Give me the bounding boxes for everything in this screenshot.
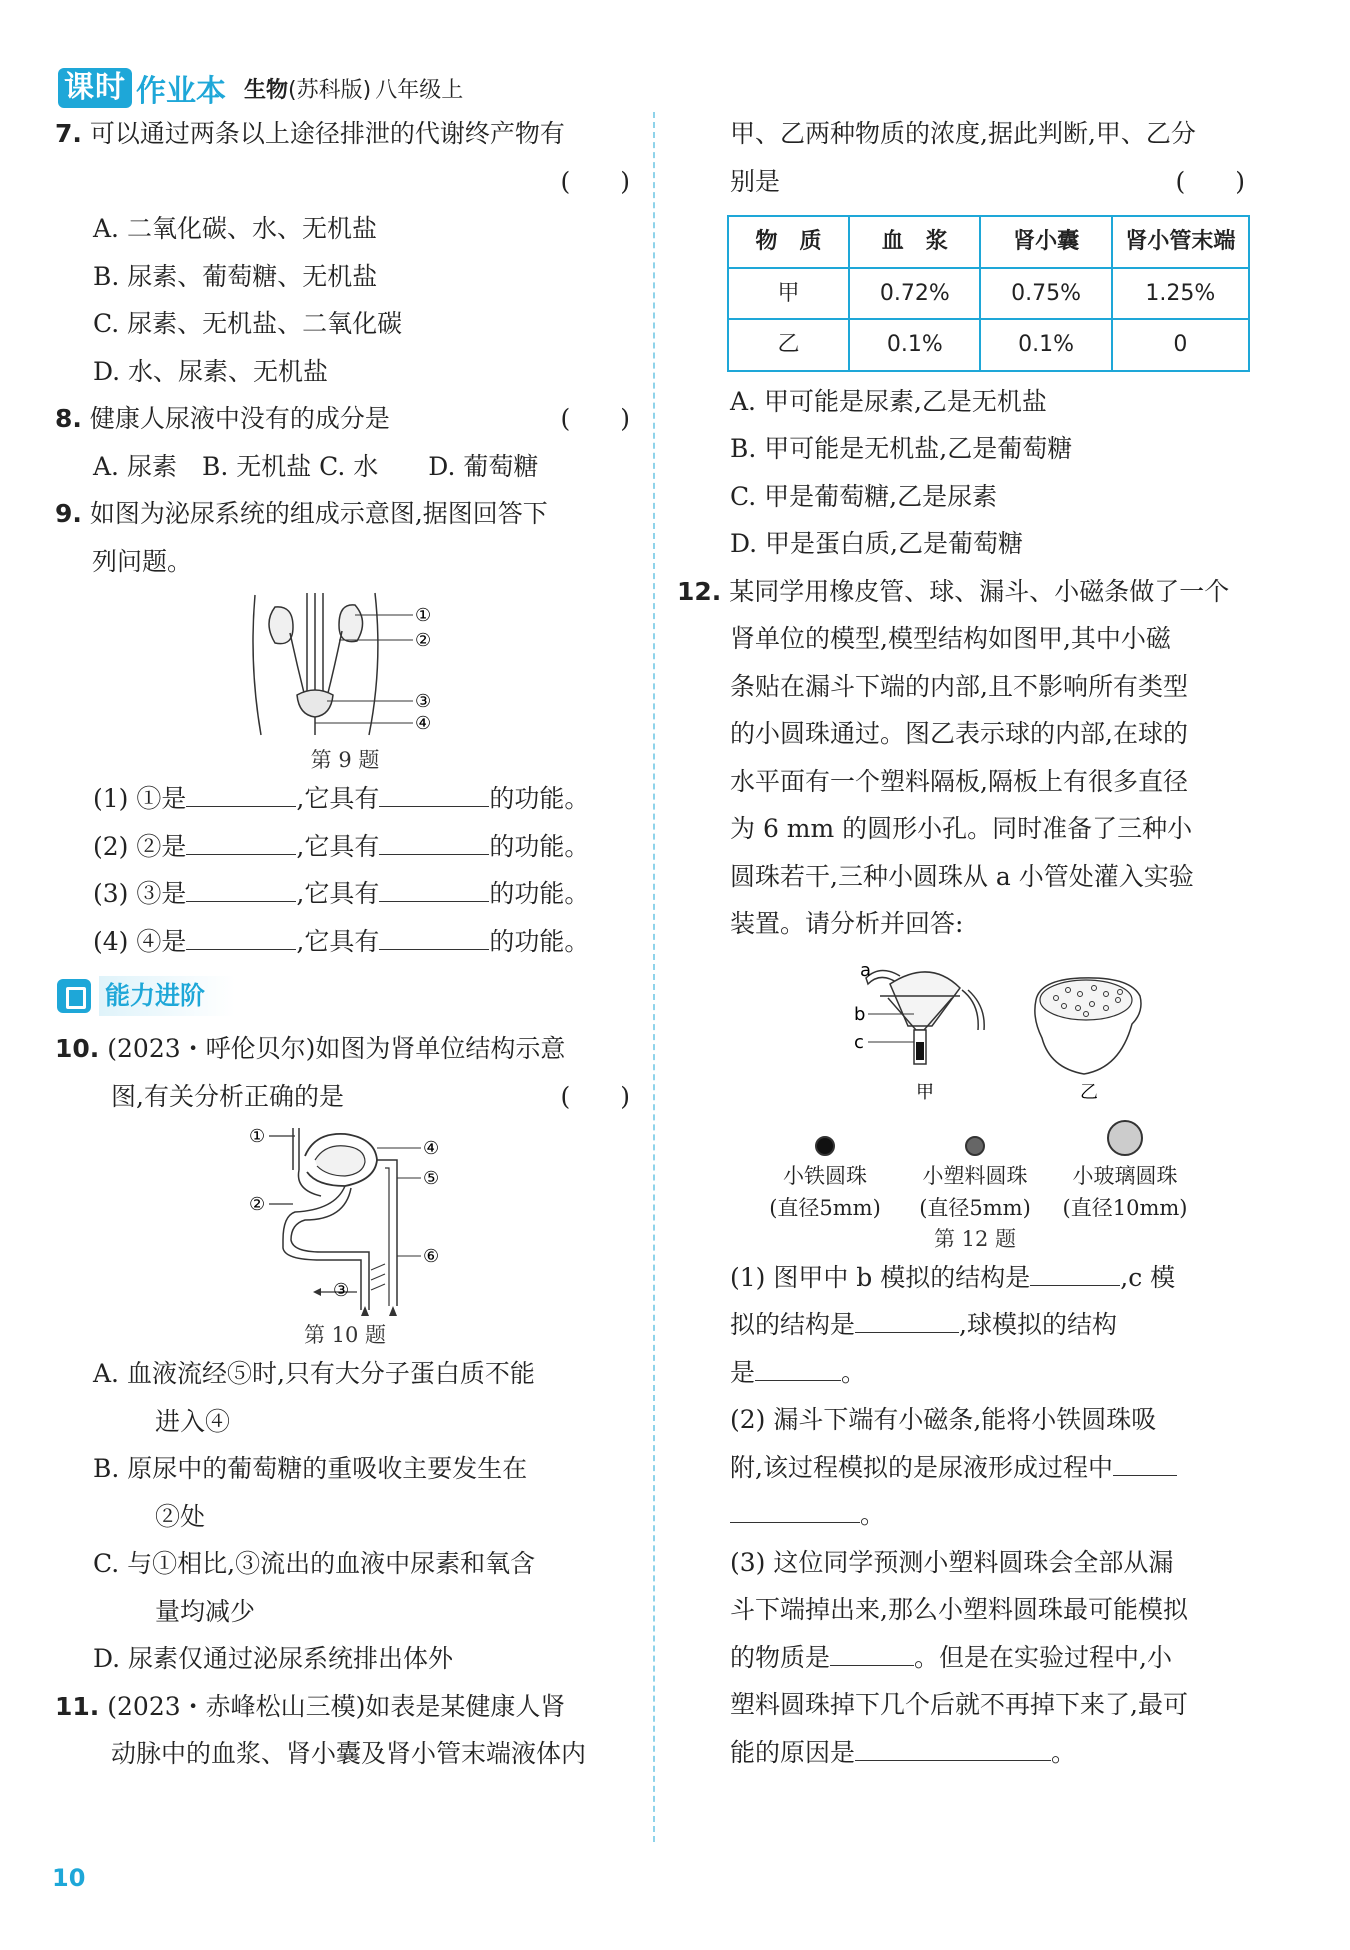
q9-sub-3-mid: ,它具有 — [296, 879, 380, 908]
q10-stem-1 — [55, 1025, 635, 1073]
bead-iron-icon — [815, 1136, 835, 1156]
q9-sub-4-blank-a[interactable] — [186, 921, 296, 950]
q12-figure — [730, 948, 1250, 1128]
q12-s1-blank-1[interactable] — [1030, 1257, 1120, 1286]
q12-s3-text-4: 。 — [1051, 1737, 1077, 1767]
q9-sub-2-blank-a[interactable] — [186, 826, 296, 855]
left-column — [55, 110, 635, 1778]
q10-option-c-2: 量均减少 — [155, 1596, 256, 1626]
bead-plastic-size: (直径5mm) — [919, 1195, 1031, 1220]
subject-title: 生物 — [244, 77, 289, 103]
q12-label-yi: 乙 — [1080, 1081, 1098, 1103]
q7-stem-text: 可以通过两条以上途径排泄的代谢终产物有 — [89, 119, 565, 148]
logo-box: 课时 — [58, 68, 132, 108]
edition-label: (苏科版) — [288, 77, 372, 103]
bead-plastic-name: 小塑料圆珠 — [922, 1163, 1028, 1188]
q9-sub-1 — [55, 775, 635, 823]
q9-sub-1-blank-a[interactable] — [186, 778, 296, 807]
q7-option-d: D. 水、尿素、无机盐 — [93, 356, 329, 386]
q10-figure — [55, 1120, 635, 1350]
q11-option-b: B. 甲可能是无机盐,乙是葡萄糖 — [730, 434, 1073, 463]
q11-th-substance: 物 质 — [728, 216, 849, 268]
q11-cell-yi-tubule: 0 — [1112, 319, 1249, 371]
q11-stem-3: 甲、乙两种物质的浓度,据此判断,甲、乙分 — [730, 119, 1196, 148]
q12-s1-text-5: 是 — [730, 1357, 756, 1387]
q11-table — [727, 215, 1250, 372]
q9-sub-2-pre: (2) ②是 — [93, 831, 187, 861]
bead-plastic-icon — [965, 1136, 985, 1156]
column-divider — [653, 112, 655, 1842]
q10-label-2: ② — [249, 1194, 266, 1215]
q9-sub-1-blank-b[interactable] — [379, 778, 489, 807]
grade-label: 八年级上 — [375, 77, 464, 103]
q9-sub-2-post: 的功能。 — [489, 831, 590, 861]
q9-sub-3-post: 的功能。 — [489, 879, 590, 908]
table-row — [728, 268, 1249, 320]
q12-s1-line-3 — [700, 1349, 1250, 1397]
q12-s1-line-1 — [700, 1254, 1250, 1302]
q11-cell-yi-capsule: 0.1% — [980, 319, 1111, 371]
q12-stem-5: 水平面有一个塑料隔板,隔板上有很多直径 — [730, 766, 1188, 796]
q12-s1-text-1: (1) 图甲中 b 模拟的结构是 — [730, 1262, 1031, 1292]
right-column — [677, 110, 1250, 1776]
q11-stem-text-1: (2023・赤峰松山三模)如表是某健康人肾 — [107, 1691, 566, 1721]
brand-logo — [58, 68, 226, 108]
q9-label-1: ① — [415, 605, 432, 626]
q10-answer-paren: ( ) — [560, 1081, 630, 1111]
q12-beads — [700, 1136, 1250, 1224]
q9-stem-1 — [55, 490, 635, 538]
section-header — [57, 973, 635, 1019]
q12-s3-line-2: 斗下端掉出来,那么小塑料圆珠最可能模拟 — [730, 1595, 1188, 1624]
q11-option-d: D. 甲是蛋白质,乙是葡萄糖 — [730, 529, 1023, 558]
q10-stem-2 — [55, 1073, 635, 1121]
q12-label-jia: 甲 — [916, 1081, 934, 1103]
q8-stem — [55, 395, 635, 443]
q10-stem-text-1: (2023・呼伦贝尔)如图为肾单位结构示意 — [107, 1034, 566, 1063]
q9-sub-4-post: 的功能。 — [489, 926, 590, 956]
q7-option-c: C. 尿素、无机盐、二氧化碳 — [93, 309, 403, 338]
q11-cell-jia-capsule: 0.75% — [980, 268, 1111, 320]
q9-stem-text-1: 如图为泌尿系统的组成示意图,据图回答下 — [89, 499, 548, 528]
q10-option-d: D. 尿素仅通过泌尿系统排出体外 — [93, 1644, 454, 1673]
q11-cell-jia-tubule: 1.25% — [1112, 268, 1249, 320]
q12-number: 12. — [677, 576, 722, 606]
q11-cell-yi: 乙 — [728, 319, 849, 371]
q12-stem-4: 的小圆珠通过。图乙表示球的内部,在球的 — [730, 719, 1188, 748]
q12-s3-text-1: 的物质是 — [730, 1642, 831, 1672]
bead-iron-name: 小铁圆珠 — [783, 1163, 867, 1188]
q12-s3-line-5 — [700, 1729, 1250, 1777]
q9-sub-3-pre: (3) ③是 — [93, 879, 187, 908]
q9-sub-4-mid: ,它具有 — [296, 926, 380, 956]
section-title: 能力进阶 — [99, 976, 235, 1016]
q12-s1-text-6: 。 — [841, 1357, 867, 1387]
q11-option-a: A. 甲可能是尿素,乙是无机盐 — [730, 386, 1047, 416]
q12-s1-text-3: 拟的结构是 — [730, 1310, 856, 1339]
q12-s1-blank-2[interactable] — [855, 1304, 959, 1333]
q9-sub-3-blank-a[interactable] — [186, 873, 296, 902]
q11-answer-paren: ( ) — [1175, 166, 1245, 196]
q8-number: 8. — [55, 404, 82, 433]
q9-sub-4-pre: (4) ④是 — [93, 926, 187, 956]
q9-sub-4-blank-b[interactable] — [379, 921, 489, 950]
q11-th-tubule-end: 肾小管末端 — [1112, 216, 1249, 268]
q12-s1-blank-3[interactable] — [755, 1352, 841, 1381]
bead-plastic — [900, 1136, 1050, 1224]
q8-answer-paren: ( ) — [560, 404, 630, 433]
bead-glass-size: (直径10mm) — [1062, 1195, 1188, 1220]
q12-stem-8: 装置。请分析并回答: — [730, 909, 964, 938]
q9-sub-3 — [55, 870, 635, 918]
q11-stem-text-4: 别是 — [730, 166, 781, 196]
q9-label-4: ④ — [415, 713, 432, 734]
page-header — [58, 66, 463, 110]
q12-s2-line-3 — [700, 1491, 1250, 1539]
q12-s2-text-end: 。 — [860, 1500, 886, 1529]
q7-stem — [55, 110, 635, 158]
q12-s3-line-4: 塑料圆珠掉下几个后就不再掉下来了,最可 — [730, 1690, 1188, 1719]
q11-th-capsule: 肾小囊 — [980, 216, 1111, 268]
q12-s3-line-1: (3) 这位同学预测小塑料圆珠会全部从漏 — [730, 1547, 1174, 1577]
q9-label-3: ③ — [415, 691, 432, 712]
bead-iron-size: (直径5mm) — [769, 1195, 881, 1220]
q11-cell-jia-plasma: 0.72% — [849, 268, 980, 320]
bead-glass-icon — [1107, 1120, 1143, 1156]
q11-cell-jia: 甲 — [728, 268, 849, 320]
q12-stem-2: 肾单位的模型,模型结构如图甲,其中小磁 — [730, 624, 1171, 653]
q10-option-b-2: ②处 — [155, 1501, 206, 1531]
q7-paren-line — [55, 158, 635, 206]
q9-number: 9. — [55, 499, 82, 528]
q10-stem-text-2: 图,有关分析正确的是 — [111, 1081, 344, 1111]
nephron-diagram — [225, 1120, 465, 1320]
q10-caption: 第 10 题 — [303, 1323, 387, 1347]
pencil-icon — [57, 979, 91, 1013]
q9-stem-2: 列问题。 — [92, 546, 193, 576]
q9-sub-2-mid: ,它具有 — [296, 831, 380, 861]
q12-stem-3: 条贴在漏斗下端的内部,且不影响所有类型 — [730, 671, 1188, 701]
q12-s1-text-4: ,球模拟的结构 — [959, 1310, 1117, 1339]
q11-th-plasma: 血 浆 — [849, 216, 980, 268]
q12-s2-text: 附,该过程模拟的是尿液形成过程中 — [730, 1452, 1113, 1482]
q10-option-b-1: B. 原尿中的葡萄糖的重吸收主要发生在 — [93, 1454, 528, 1483]
q9-sub-1-mid: ,它具有 — [296, 784, 380, 813]
q12-label-a: a — [860, 959, 872, 981]
q9-sub-3-blank-b[interactable] — [379, 873, 489, 902]
q9-sub-1-post: 的功能。 — [489, 784, 590, 813]
q12-label-b: b — [854, 1003, 866, 1025]
q12-s2-blank-1[interactable] — [1113, 1447, 1177, 1476]
kidney-model-diagram — [780, 948, 1200, 1128]
q10-option-a-2: 进入④ — [155, 1406, 231, 1436]
q8-stem-text: 健康人尿液中没有的成分是 — [89, 404, 390, 433]
q11-stem-2: 动脉中的血浆、肾小囊及肾小管末端液体内 — [111, 1739, 587, 1768]
q12-s3-text-3: 能的原因是 — [730, 1737, 856, 1767]
q9-caption: 第 9 题 — [310, 748, 380, 772]
q12-s3-blank-2[interactable] — [855, 1732, 1051, 1761]
q10-label-4: ④ — [423, 1138, 440, 1159]
q12-s2-line-1: (2) 漏斗下端有小磁条,能将小铁圆珠吸 — [730, 1405, 1157, 1434]
q9-sub-2 — [55, 823, 635, 871]
q7-option-a: A. 二氧化碳、水、无机盐 — [93, 214, 377, 243]
q11-cell-yi-plasma: 0.1% — [849, 319, 980, 371]
q10-label-3: ③ — [333, 1280, 350, 1301]
q7-option-b: B. 尿素、葡萄糖、无机盐 — [93, 261, 378, 291]
page-number: 10 — [52, 1864, 86, 1892]
q11-number: 11. — [55, 1691, 100, 1721]
urinary-system-diagram — [235, 585, 455, 745]
q12-stem-7: 圆珠若干,三种小圆珠从 a 小管处灌入实验 — [730, 861, 1194, 891]
q12-s2-line-2 — [700, 1444, 1250, 1492]
q11-stem-4-line — [700, 158, 1250, 206]
q9-sub-4 — [55, 918, 635, 966]
q12-stem-1 — [677, 568, 1250, 616]
q9-sub-1-pre: (1) ①是 — [93, 784, 187, 813]
q12-s1-text-2: ,c 模 — [1120, 1262, 1176, 1292]
bead-glass — [1050, 1120, 1200, 1224]
logo-text: 作业本 — [136, 74, 226, 109]
q12-stem-text-1: 某同学用橡皮管、球、漏斗、小磁条做了一个 — [729, 576, 1230, 606]
q7-number: 7. — [55, 119, 82, 148]
q10-label-5: ⑤ — [423, 1168, 440, 1189]
q7-answer-paren: ( ) — [560, 166, 630, 196]
bead-glass-name: 小玻璃圆珠 — [1072, 1163, 1178, 1188]
q11-stem-1 — [55, 1683, 635, 1731]
q10-option-c-1: C. 与①相比,③流出的血液中尿素和氧含 — [93, 1549, 536, 1578]
q12-s3-text-2: 。但是在实验过程中,小 — [914, 1642, 1172, 1672]
q12-stem-6: 为 6 mm 的圆形小孔。同时准备了三种小 — [730, 814, 1193, 843]
q8-options: A. 尿素 B. 无机盐 C. 水 D. 葡萄糖 — [93, 451, 539, 481]
q12-s3-line-3 — [700, 1634, 1250, 1682]
q11-option-c: C. 甲是葡萄糖,乙是尿素 — [730, 481, 998, 511]
q10-number: 10. — [55, 1034, 100, 1063]
q10-label-1: ① — [249, 1126, 266, 1147]
q12-label-c: c — [854, 1031, 864, 1053]
q9-figure — [55, 585, 635, 775]
q10-option-a-1: A. 血液流经⑤时,只有大分子蛋白质不能 — [93, 1359, 535, 1388]
q12-s2-blank-2[interactable] — [730, 1494, 860, 1523]
bead-iron — [750, 1136, 900, 1224]
q11-table-header — [728, 216, 1249, 268]
q10-label-6: ⑥ — [423, 1246, 440, 1267]
q12-s3-blank-1[interactable] — [830, 1637, 914, 1666]
q12-s1-line-2 — [700, 1301, 1250, 1349]
table-row — [728, 319, 1249, 371]
q9-label-2: ② — [415, 630, 432, 651]
q9-sub-2-blank-b[interactable] — [379, 826, 489, 855]
q12-caption: 第 12 题 — [933, 1226, 1017, 1251]
